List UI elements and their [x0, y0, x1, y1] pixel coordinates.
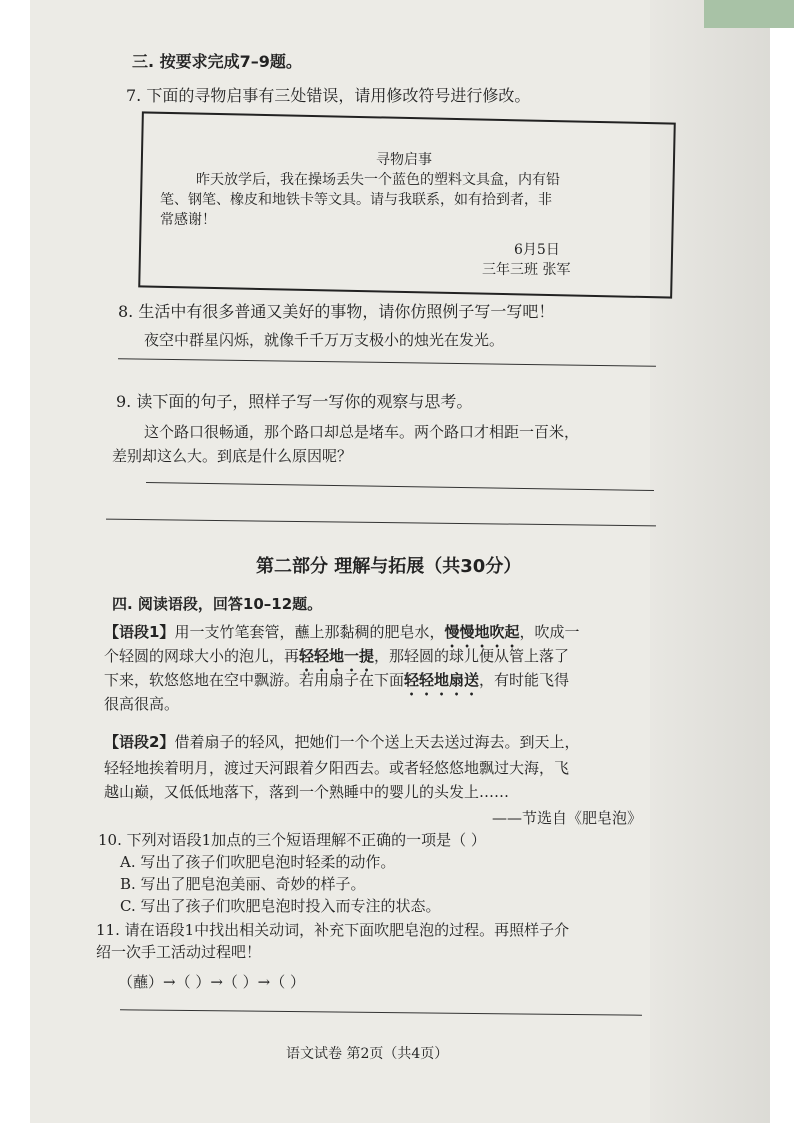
- notice-line-3: 常感谢！: [160, 212, 216, 228]
- passage-2-line-2: 轻轻地挨着明月，渡过天河跟着夕阳西去。或者轻悠悠地飘过大海，飞: [104, 759, 570, 777]
- passage-2-line-3: 越山巅，又低低地落下，落到一个熟睡中的婴儿的头发上……: [104, 783, 510, 801]
- passage-1-label: 【语段1】: [104, 623, 175, 641]
- question-11-line-2: 绍一次手工活动过程吧！: [96, 943, 262, 961]
- notice-signer: 三年三班 张军: [482, 262, 571, 278]
- question-10: 10. 下列对语段1加点的三个短语理解不正确的一项是（ ）: [98, 831, 486, 849]
- question-8: 8. 生活中有很多普通又美好的事物，请你仿照例子写一写吧！: [118, 302, 555, 321]
- section4-heading: 四. 阅读语段，回答10–12题。: [112, 595, 323, 613]
- q8-example: 夜空中群星闪烁，就像千千万万支极小的烛光在发光。: [144, 331, 505, 349]
- q11-answer-line: [120, 1009, 642, 1015]
- passage-2-label: 【语段2】: [104, 733, 175, 751]
- part2-title: 第二部分 理解与拓展（共30分）: [256, 556, 522, 577]
- q10-option-c: C. 写出了孩子们吹肥皂泡时投入而专注的状态。: [120, 897, 441, 915]
- q9-line-1: 这个路口很畅通，那个路口却总是堵车。两个路口才相距一百米，: [144, 423, 580, 441]
- question-9: 9. 读下面的句子，照样子写一写你的观察与思考。: [116, 392, 473, 411]
- dotted-phrase-2: 轻轻地一提: [299, 647, 375, 665]
- q9-answer-line-2: [106, 519, 656, 527]
- passage-1-line-3: 下来，软悠悠地在空中飘游。若用扇子在下面轻轻地扇送，有时能飞得: [104, 671, 570, 689]
- question-7: 7. 下面的寻物启事有三处错误，请用修改符号进行修改。: [126, 86, 531, 105]
- section3-heading: 三. 按要求完成7–9题。: [132, 52, 302, 71]
- passage-source: ——节选自《肥皂泡》: [492, 809, 643, 827]
- passage-1-line-2: 个轻圆的网球大小的泡儿，再轻轻地一提，那轻圆的球儿便从管上落了: [104, 647, 570, 665]
- q10-option-b: B. 写出了肥皂泡美丽、奇妙的样子。: [120, 875, 366, 893]
- notice-title: 寻物启事: [376, 152, 432, 168]
- q10-option-a: A. 写出了孩子们吹肥皂泡时轻柔的动作。: [120, 853, 396, 871]
- q11-process-chain: （蘸）→（ ）→（ ）→（ ）: [118, 973, 306, 991]
- passage-1-line-1: 【语段1】用一支竹笔套管，蘸上那黏稠的肥皂水，慢慢地吹起，吹成一: [104, 623, 580, 641]
- passage-2-line-1: 【语段2】借着扇子的轻风，把她们一个个送上天去送过海去。到天上，: [104, 733, 580, 751]
- question-11-line-1: 11. 请在语段1中找出相关动词，补充下面吹肥皂泡的过程。再照样子介: [96, 921, 570, 939]
- dotted-phrase-1: 慢慢地吹起: [444, 623, 520, 641]
- q8-answer-line: [118, 358, 656, 367]
- notice-date: 6月5日: [514, 242, 560, 258]
- dotted-phrase-3: 轻轻地扇送: [404, 671, 480, 689]
- notice-line-2: 笔、钢笔、橡皮和地铁卡等文具。请与我联系，如有拾到者，非: [160, 192, 552, 208]
- page-footer: 语文试卷 第2页（共4页）: [286, 1046, 449, 1062]
- passage-1-line-4: 很高很高。: [104, 695, 180, 713]
- q9-line-2: 差别却这么大。到底是什么原因呢？: [112, 447, 353, 465]
- q9-answer-line-1: [146, 482, 654, 491]
- notice-line-1: 昨天放学后，我在操场丢失一个蓝色的塑料文具盒，内有铅: [196, 172, 560, 188]
